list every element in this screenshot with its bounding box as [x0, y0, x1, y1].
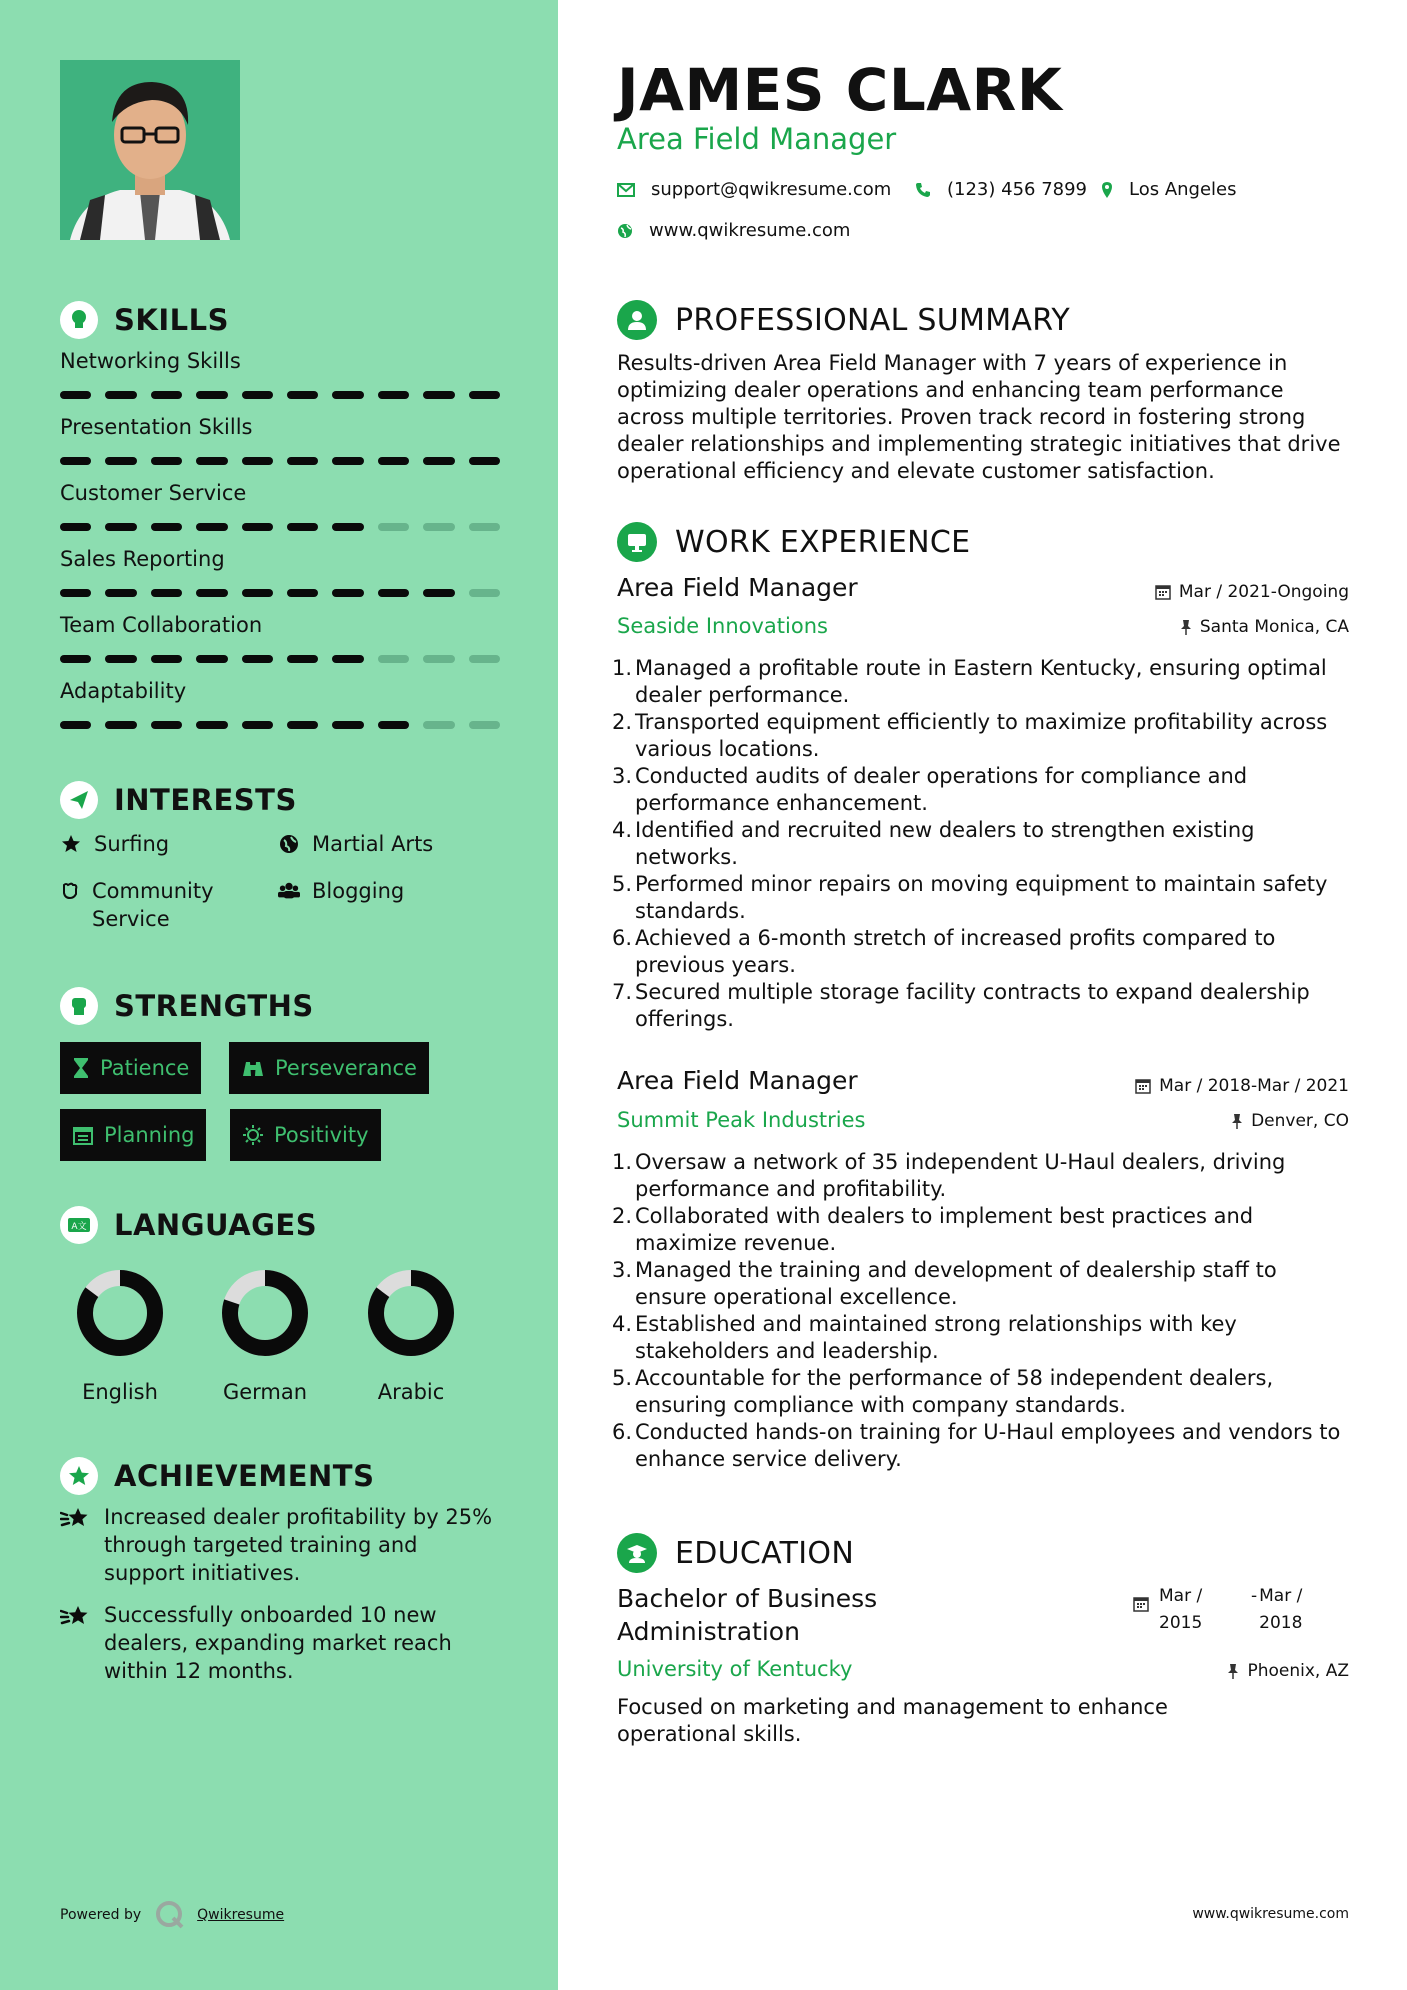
bullet-text: Conducted audits of dealer operations for compliance and performance enhancement.	[635, 764, 1248, 815]
location-contact	[1101, 179, 1237, 200]
job-bullet	[612, 1365, 1352, 1419]
skill-level-segment	[105, 655, 136, 663]
skill-item	[60, 349, 500, 399]
skill-level-segment	[242, 391, 273, 399]
language-icon	[60, 1206, 98, 1244]
skill-level-segment	[287, 457, 318, 465]
job-location-text: Denver, CO	[1251, 1111, 1349, 1131]
skill-level-segment	[196, 655, 227, 663]
interest-label: Surfing	[94, 832, 170, 856]
skill-level-segment	[469, 655, 500, 663]
qwikresume-logo-icon	[155, 1900, 185, 1930]
skills-title: SKILLS	[114, 303, 229, 337]
email-contact	[617, 179, 891, 200]
bullet-number: 1.	[612, 1150, 633, 1174]
calendar-icon	[1133, 1583, 1149, 1637]
skill-level-segment	[60, 523, 91, 531]
language-label: Arabic	[377, 1380, 445, 1404]
skill-level-segment	[151, 589, 182, 597]
skill-level-segment	[332, 589, 363, 597]
skill-level-bar	[60, 655, 500, 663]
achievement-item	[60, 1503, 500, 1587]
map-pin-icon	[1101, 181, 1113, 199]
bullet-number: 4.	[612, 818, 633, 842]
achievements-header	[60, 1457, 374, 1495]
language-label: English	[82, 1380, 158, 1404]
experience-header	[617, 522, 970, 562]
strengths-title: STRENGTHS	[114, 989, 314, 1023]
interest-item	[60, 877, 260, 933]
education-header	[617, 1533, 854, 1573]
interest-item	[278, 830, 433, 858]
powered-by	[60, 1900, 284, 1930]
skill-level-segment	[378, 457, 409, 465]
skill-label: Networking Skills	[60, 349, 241, 373]
job-bullet	[612, 925, 1352, 979]
summary-text: Results-driven Area Field Manager with 7 years of experience in optimizing dealer operations and enhancing team performance across multiple territories. Proven track record in fostering strong dealer relationships and implementing strategic initiatives that drive operational efficiency and elevate customer satisfaction.	[617, 351, 1341, 483]
skill-item	[60, 679, 500, 729]
skill-level-segment	[332, 457, 363, 465]
bullet-text: Oversaw a network of 35 independent U-Haul dealers, driving performance and profitability.	[635, 1150, 1286, 1201]
fist-icon	[60, 987, 98, 1025]
shooting-star-icon	[60, 1601, 92, 1685]
skill-level-segment	[469, 589, 500, 597]
skill-level-segment	[287, 391, 318, 399]
skill-level-segment	[469, 391, 500, 399]
job-dates-text: Mar / 2018-Mar / 2021	[1159, 1076, 1349, 1096]
skill-level-segment	[242, 523, 273, 531]
skills-header	[60, 301, 229, 339]
strength-chip	[60, 1109, 206, 1161]
strength-label: Positivity	[274, 1123, 369, 1147]
job-bullet	[612, 709, 1352, 763]
education-location	[1227, 1661, 1349, 1681]
paper-plane-icon	[60, 781, 98, 819]
job-bullet	[612, 817, 1352, 871]
job-bullet	[612, 1203, 1352, 1257]
skill-level-segment	[60, 721, 91, 729]
website-text[interactable]: www.qwikresume.com	[649, 220, 851, 241]
job-bullet	[612, 871, 1352, 925]
bullet-number: 1.	[612, 656, 633, 680]
skill-item	[60, 415, 500, 465]
job-location	[1180, 617, 1349, 637]
language-item	[195, 1268, 335, 1404]
sun-icon	[242, 1124, 264, 1146]
language-item	[341, 1268, 481, 1404]
hourglass-icon	[72, 1057, 90, 1079]
bullet-number: 3.	[612, 1258, 633, 1282]
bullet-number: 3.	[612, 764, 633, 788]
skill-item	[60, 481, 500, 531]
school-name: University of Kentucky	[617, 1657, 853, 1681]
qwikresume-link[interactable]: Qwikresume	[197, 1907, 285, 1923]
job-bullet	[612, 763, 1352, 817]
sidebar	[0, 0, 558, 1990]
bullet-text: Identified and recruited new dealers to strengthen existing networks.	[635, 818, 1255, 869]
skill-level-segment	[423, 655, 454, 663]
skill-level-segment	[423, 589, 454, 597]
skill-level-segment	[242, 589, 273, 597]
company-name: Seaside Innovations	[617, 614, 828, 638]
bullet-number: 5.	[612, 872, 633, 896]
skill-level-segment	[196, 457, 227, 465]
skill-level-segment	[287, 523, 318, 531]
skill-level-segment	[423, 523, 454, 531]
profile-photo	[60, 60, 240, 240]
candidate-name: JAMES CLARK	[617, 56, 1063, 124]
summary-title: PROFESSIONAL SUMMARY	[675, 302, 1071, 338]
skill-level-segment	[242, 655, 273, 663]
bullet-text: Achieved a 6-month stretch of increased profits compared to previous years.	[635, 926, 1276, 977]
strength-chip	[60, 1042, 201, 1094]
skill-level-segment	[60, 655, 91, 663]
skill-level-segment	[423, 391, 454, 399]
skill-level-bar	[60, 457, 500, 465]
education-description: Focused on marketing and management to enhance operational skills.	[617, 1695, 1168, 1746]
skill-level-segment	[378, 655, 409, 663]
skill-level-segment	[196, 589, 227, 597]
pushpin-icon	[1227, 1663, 1239, 1679]
skill-label: Customer Service	[60, 481, 247, 505]
language-proficiency-donut	[75, 1268, 165, 1358]
skill-level-segment	[378, 391, 409, 399]
bullet-text: Performed minor repairs on moving equipment to maintain safety standards.	[635, 872, 1328, 923]
skill-level-segment	[242, 457, 273, 465]
language-item	[50, 1268, 190, 1404]
location-text: Los Angeles	[1129, 179, 1237, 200]
skill-level-segment	[196, 721, 227, 729]
skill-label: Team Collaboration	[60, 613, 263, 637]
calendar-icon	[72, 1124, 94, 1146]
skill-level-segment	[469, 523, 500, 531]
bullet-number: 7.	[612, 980, 633, 1004]
education-date-separator: -	[1251, 1586, 1258, 1606]
strength-chip	[230, 1109, 381, 1161]
skill-level-segment	[105, 523, 136, 531]
job-dates	[1155, 582, 1349, 602]
skill-level-segment	[60, 589, 91, 597]
achievements-title: ACHIEVEMENTS	[114, 1459, 375, 1493]
bullet-text: Secured multiple storage facility contracts to expand dealership offerings.	[635, 980, 1310, 1031]
job-bullets	[612, 1149, 1352, 1473]
bullet-number: 2.	[612, 710, 633, 734]
skill-level-segment	[60, 391, 91, 399]
bullet-text: Accountable for the performance of 58 independent dealers, ensuring compliance with company standards.	[635, 1366, 1274, 1417]
education-start-date: Mar / 2015	[1159, 1586, 1203, 1633]
job-dates-text: Mar / 2021-Ongoing	[1178, 582, 1349, 602]
language-proficiency-donut	[220, 1268, 310, 1358]
company-name: Summit Peak Industries	[617, 1108, 866, 1132]
skill-level-segment	[151, 655, 182, 663]
shooting-star-icon	[60, 1503, 92, 1587]
globe-icon	[617, 223, 633, 239]
interests-header	[60, 781, 297, 819]
footer-website[interactable]: www.qwikresume.com	[1192, 1906, 1349, 1922]
skill-level-segment	[378, 589, 409, 597]
interest-label: Blogging	[312, 879, 405, 903]
interests-title: INTERESTS	[114, 783, 297, 817]
skill-level-segment	[469, 457, 500, 465]
job-bullet	[612, 1419, 1352, 1473]
calendar-icon	[1135, 1078, 1151, 1094]
pushpin-icon	[1180, 619, 1192, 635]
bullet-number: 4.	[612, 1312, 633, 1336]
job-location	[1231, 1111, 1349, 1131]
briefcase-icon	[617, 522, 657, 562]
skill-level-segment	[105, 457, 136, 465]
skill-level-segment	[469, 721, 500, 729]
skill-level-segment	[60, 457, 91, 465]
skill-level-segment	[287, 589, 318, 597]
job-dates	[1135, 1076, 1349, 1096]
interest-label: Martial Arts	[312, 832, 434, 856]
bullet-text: Transported equipment efficiently to maximize profitability across various locations.	[635, 710, 1328, 761]
education-end-date: Mar / 2018	[1259, 1586, 1303, 1633]
skill-level-segment	[423, 721, 454, 729]
bullet-number: 6.	[612, 926, 633, 950]
education-dates	[1133, 1583, 1311, 1637]
bullet-text: Collaborated with dealers to implement best practices and maximize revenue.	[635, 1204, 1254, 1255]
skill-level-segment	[287, 721, 318, 729]
skill-level-bar	[60, 721, 500, 729]
summary-header	[617, 300, 1070, 340]
bullet-number: 6.	[612, 1420, 633, 1444]
strength-chip	[229, 1042, 429, 1094]
language-label: German	[222, 1380, 308, 1404]
degree-title: Bachelor of Business Administration	[617, 1584, 878, 1646]
graduate-icon	[617, 1533, 657, 1573]
job-bullets	[612, 655, 1352, 1033]
skill-level-segment	[378, 523, 409, 531]
binoculars-icon	[241, 1058, 265, 1078]
bullet-text: Conducted hands-on training for U-Haul employees and vendors to enhance service delivery.	[635, 1420, 1341, 1471]
skill-label: Sales Reporting	[60, 547, 225, 571]
skill-level-segment	[196, 523, 227, 531]
education-location-text: Phoenix, AZ	[1247, 1661, 1349, 1681]
interest-label: Community Service	[92, 879, 214, 931]
phone-icon	[915, 182, 931, 198]
job-bullet	[612, 655, 1352, 709]
users-icon	[278, 877, 300, 901]
globe-icon	[278, 830, 300, 854]
skill-level-segment	[332, 721, 363, 729]
phone-contact	[915, 179, 1087, 200]
skill-level-segment	[105, 721, 136, 729]
achievement-text: Successfully onboarded 10 new dealers, expanding market reach within 12 months.	[104, 1603, 452, 1683]
strength-label: Planning	[104, 1123, 195, 1147]
skill-level-segment	[242, 721, 273, 729]
phone-text: (123) 456 7899	[947, 179, 1088, 200]
lightbulb-icon	[60, 301, 98, 339]
star-icon	[60, 830, 82, 854]
skill-item	[60, 547, 500, 597]
job-bullet	[612, 1149, 1352, 1203]
skill-level-segment	[332, 391, 363, 399]
envelope-icon	[617, 183, 635, 197]
skill-level-segment	[151, 523, 182, 531]
languages-title: LANGUAGES	[114, 1208, 318, 1242]
skill-label: Adaptability	[60, 679, 187, 703]
candidate-role: Area Field Manager	[617, 122, 897, 156]
strengths-header	[60, 987, 314, 1025]
star-badge-icon	[60, 1457, 98, 1495]
skill-level-bar	[60, 391, 500, 399]
skill-label: Presentation Skills	[60, 415, 253, 439]
skill-item	[60, 613, 500, 663]
skill-level-segment	[332, 655, 363, 663]
education-title: EDUCATION	[675, 1535, 855, 1571]
bullet-number: 5.	[612, 1366, 633, 1390]
skill-level-segment	[196, 391, 227, 399]
experience-title: WORK EXPERIENCE	[675, 524, 971, 560]
bullet-number: 2.	[612, 1204, 633, 1228]
interest-item	[278, 877, 404, 905]
website-contact	[617, 220, 850, 241]
job-bullet	[612, 1311, 1352, 1365]
svg-text:A文: A文	[71, 1222, 87, 1232]
hand-icon	[60, 877, 80, 901]
skill-level-segment	[332, 523, 363, 531]
calendar-icon	[1155, 584, 1171, 600]
skill-level-segment	[287, 655, 318, 663]
bullet-text: Managed the training and development of dealership staff to ensure operational excellence.	[635, 1258, 1277, 1309]
job-bullet	[612, 979, 1352, 1033]
skill-level-segment	[151, 391, 182, 399]
skill-level-segment	[151, 721, 182, 729]
achievement-text: Increased dealer profitability by 25% through targeted training and support initiatives.	[104, 1505, 493, 1585]
skill-level-segment	[151, 457, 182, 465]
pushpin-icon	[1231, 1113, 1243, 1129]
user-icon	[617, 300, 657, 340]
bullet-text: Managed a profitable route in Eastern Kentucky, ensuring optimal dealer performance.	[635, 656, 1327, 707]
job-title: Area Field Manager	[617, 573, 858, 602]
skill-level-bar	[60, 523, 500, 531]
language-proficiency-donut	[366, 1268, 456, 1358]
skill-level-segment	[378, 721, 409, 729]
email-text[interactable]: support@qwikresume.com	[651, 179, 892, 200]
strength-label: Perseverance	[275, 1056, 417, 1080]
interest-item	[60, 830, 169, 858]
skill-level-segment	[105, 391, 136, 399]
job-location-text: Santa Monica, CA	[1199, 617, 1349, 637]
skill-level-segment	[105, 589, 136, 597]
bullet-text: Established and maintained strong relationships with key stakeholders and leadership.	[635, 1312, 1237, 1363]
achievement-item	[60, 1601, 500, 1685]
skill-level-bar	[60, 589, 500, 597]
job-title: Area Field Manager	[617, 1066, 858, 1095]
powered-by-label: Powered by	[60, 1907, 142, 1923]
job-bullet	[612, 1257, 1352, 1311]
languages-header	[60, 1206, 317, 1244]
skill-level-segment	[423, 457, 454, 465]
strength-label: Patience	[100, 1056, 190, 1080]
